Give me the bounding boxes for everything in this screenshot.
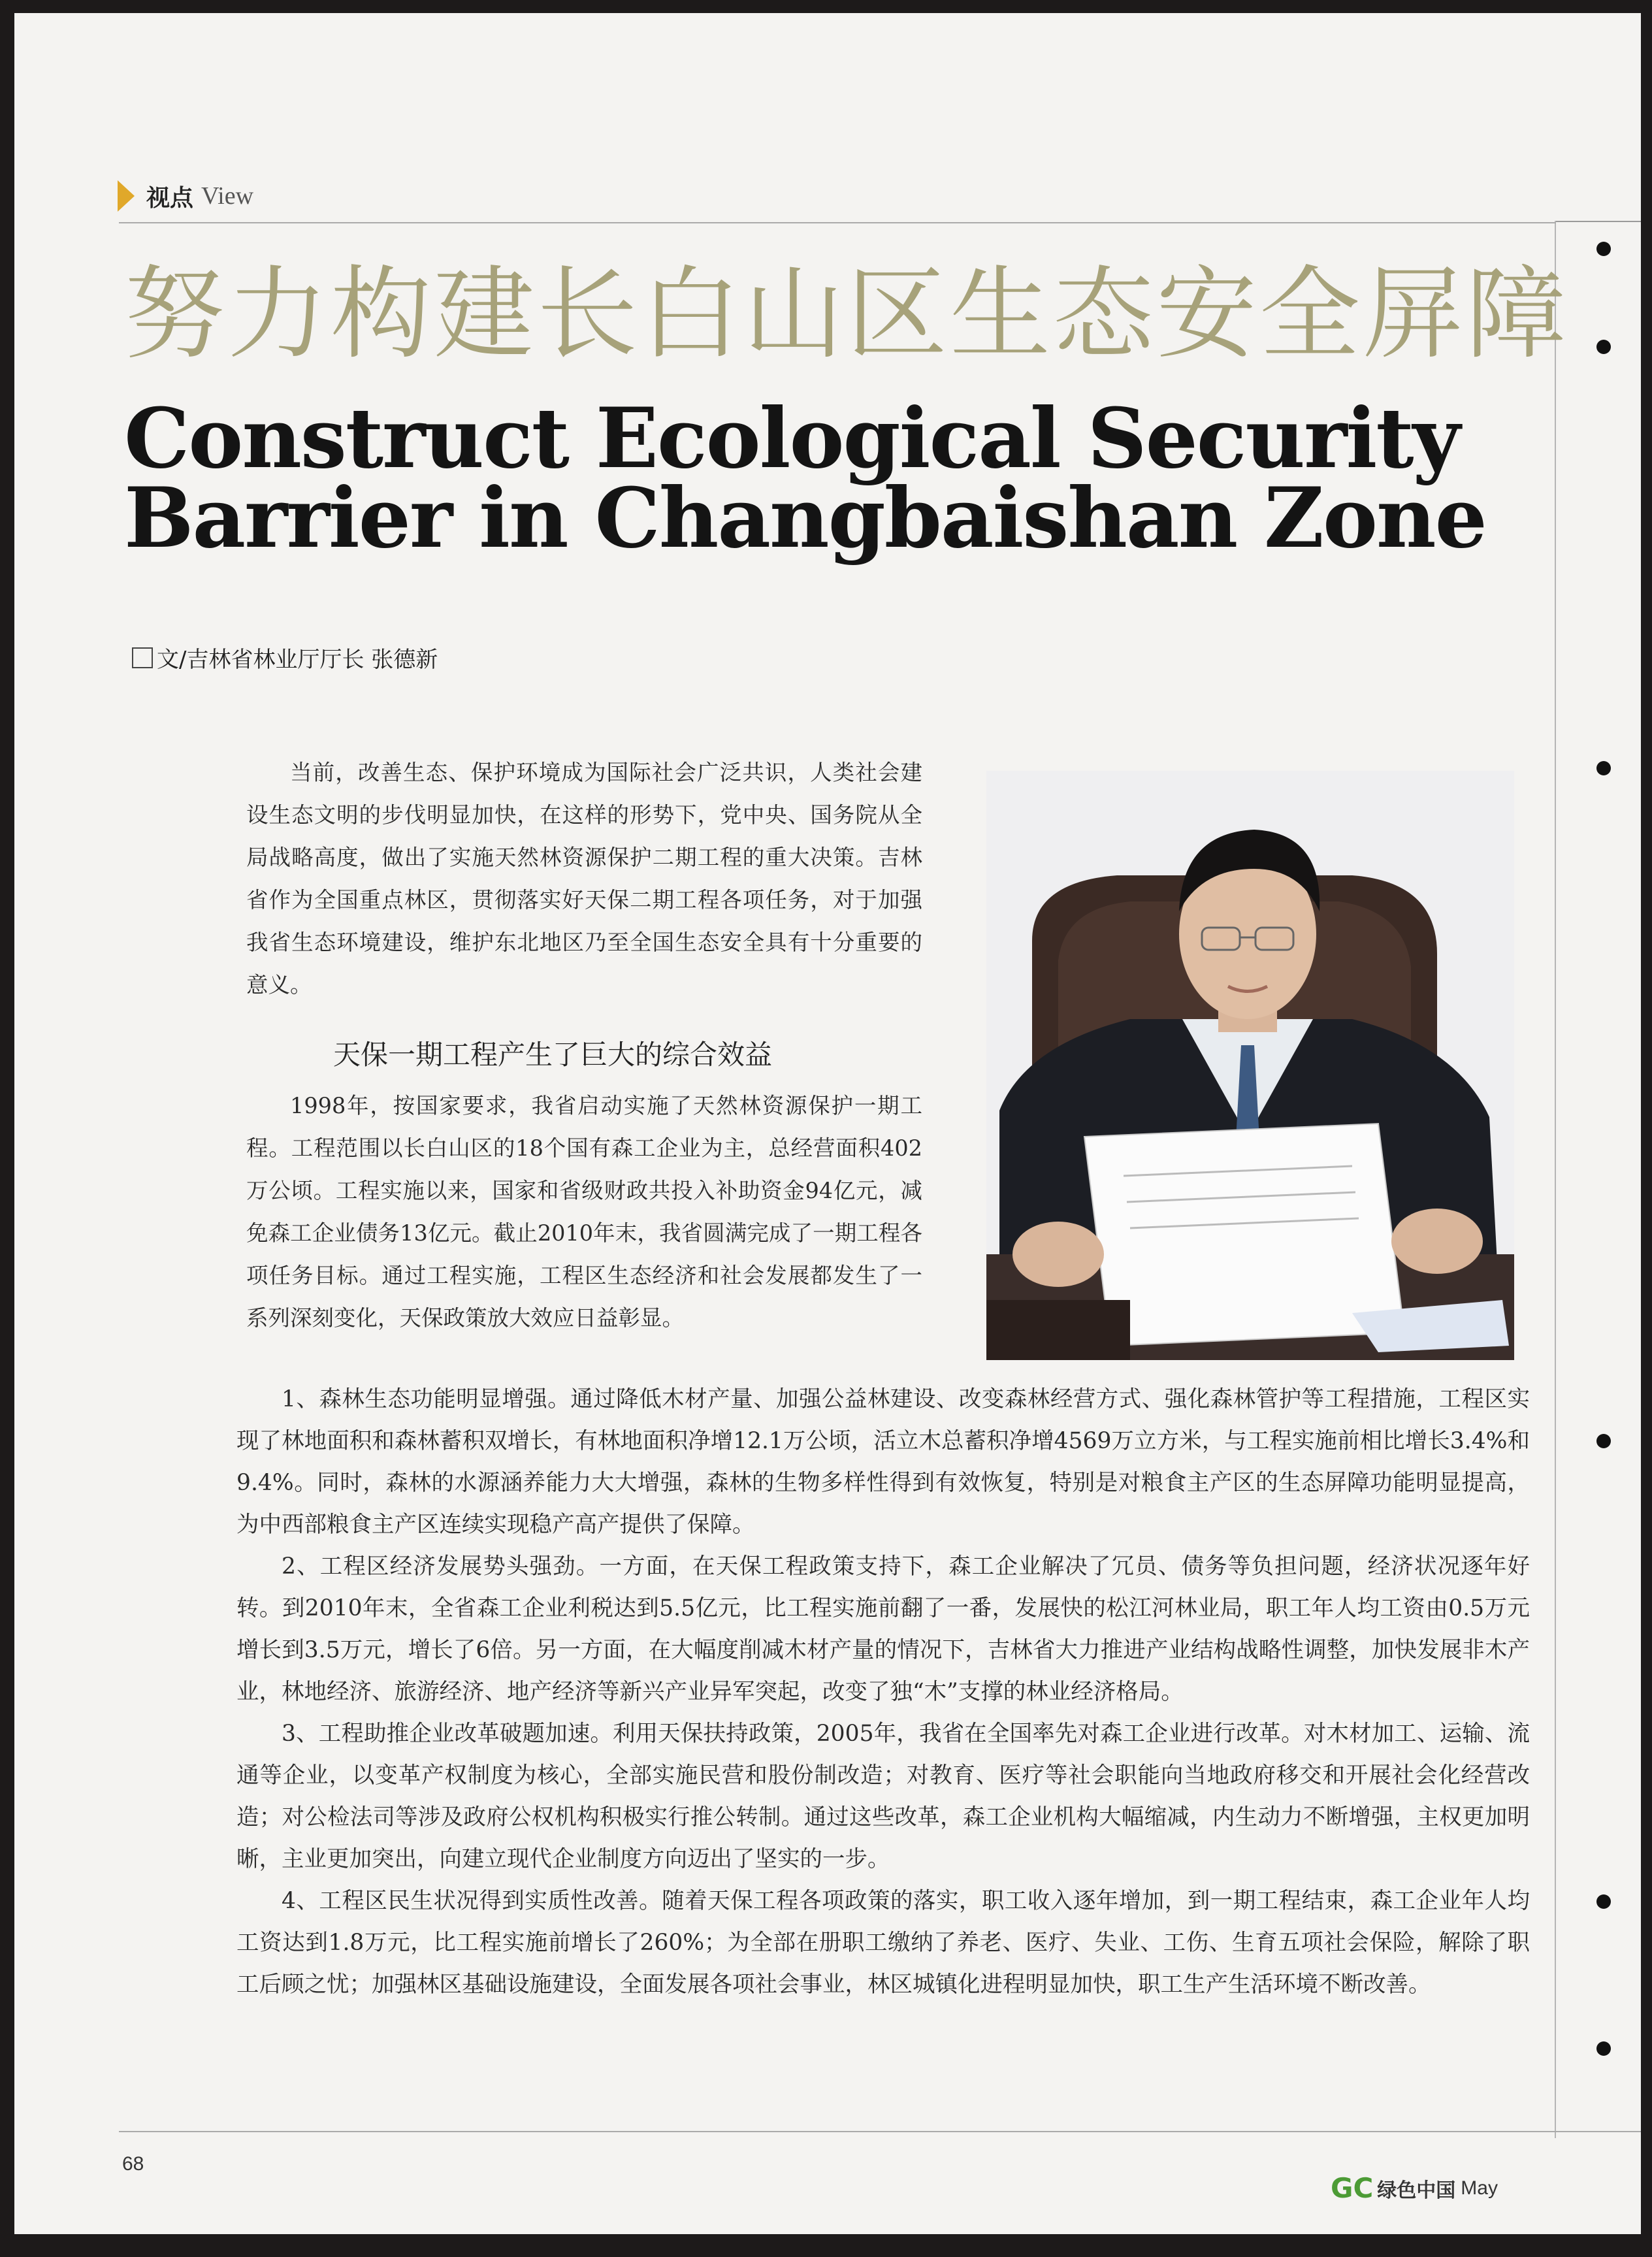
byline <box>132 641 438 674</box>
section-tag <box>118 180 253 212</box>
article-title-en-line2: Barrier in Changbaishan Zone <box>124 470 1486 566</box>
binder-hole <box>1596 1894 1611 1909</box>
list-item: 3、工程助推企业改革破题加速。利用天保扶持政策，2005年，我省在全国率先对森工企业进行改革。对木材加工、运输、流通等企业，以变革产权制度为核心，全部实施民营和股份制改造；对教育、医疗等社会职能向当地政府移交和开展社会化经营改造；对公检法司等涉及政府公权机构积极实行推公转制。通过这些改革，森工企业机构大幅缩减，内生动力不断增强，主权更加明晰，主业更加突出，向建立现代企业制度方向迈出了坚实的一步。 <box>236 1721 1530 1872</box>
footer-rule <box>119 2131 1641 2132</box>
section-label-cn: 视点 <box>146 184 194 212</box>
brand-name: 绿色中国 <box>1377 2179 1456 2202</box>
sidebar-rule <box>1555 221 1556 2138</box>
author-photo <box>986 771 1514 1360</box>
binder-hole <box>1596 242 1611 256</box>
section-label-en: View <box>201 182 254 210</box>
portrait-illustration <box>986 771 1514 1360</box>
gc-logo-icon: GC <box>1331 2172 1374 2204</box>
paragraph-1998 <box>246 1084 922 1339</box>
binder-hole <box>1596 340 1611 354</box>
header-rule <box>119 222 1556 223</box>
binder-hole <box>1596 2041 1611 2056</box>
page-number: 68 <box>122 2153 144 2175</box>
byline-text: 文/吉林省林业厅厅长 张德新 <box>157 647 438 673</box>
triangle-arrow-icon <box>118 180 135 212</box>
benefits-list <box>236 1378 1530 2005</box>
issue-month: May <box>1461 2177 1498 2199</box>
article-title-en <box>124 390 1486 566</box>
intro-text: 当前，改善生态、保护环境成为国际社会广泛共识，人类社会建设生态文明的步伐明显加快，在这样的形势下，党中央、国务院从全局战略高度，做出了实施天然林资源保护二期工程的重大决策。吉林省作为全国重点林区，贯彻落实好天保二期工程各项任务，对于加强我省生态环境建设，维护东北地区乃至全国生态安全具有十分重要的意义。 <box>246 760 922 998</box>
magazine-brand <box>1331 2172 1498 2204</box>
magazine-page <box>14 13 1641 2234</box>
sidebar-top-rule <box>1556 221 1641 222</box>
list-item: 2、工程区经济发展势头强劲。一方面，在天保工程政策支持下，森工企业解决了冗员、债务等负担问题，经济状况逐年好转。到2010年末，全省森工企业利税达到5.5亿元，比工程实施前翻了一番，发展快的松江河林业局，职工年人均工资由0.5万元增长到3.5万元，增长了6倍。另一方面，在大幅度削减木材产量的情况下，吉林省大力推进产业结构战略性调整，加快发展非木产业，林地经济、旅游经济、地产经济等新兴产业异军突起，改变了独“木”支撑的林业经济格局。 <box>236 1553 1530 1705</box>
paragraph-1998-text: 1998年，按国家要求，我省启动实施了天然林资源保护一期工程。工程范围以长白山区的18个国有森工企业为主，总经营面积402万公顷。工程实施以来，国家和省级财政共投入补助资金94亿元，减免森工企业债务13亿元。截止2010年末，我省圆满完成了一期工程各项任务目标。通过工程实施，工程区生态经济和社会发展都发生了一系列深刻变化，天保政策放大效应日益彰显。 <box>246 1093 922 1331</box>
intro-paragraph <box>246 751 922 1006</box>
list-item: 1、森林生态功能明显增强。通过降低木材产量、加强公益林建设、改变森林经营方式、强化森林管护等工程措施，工程区实现了林地面积和森林蓄积双增长，有林地面积净增12.1万公顷，活立木总蓄积净增4569万立方米，与工程实施前相比增长3.4%和9.4%。同时，森林的水源涵养能力大大增强，森林的生物多样性得到有效恢复，特别是对粮食主产区的生态屏障功能明显提高，为中西部粮食主产区连续实现稳产高产提供了保障。 <box>236 1386 1530 1538</box>
binder-hole <box>1596 1434 1611 1448</box>
article-title-en-line1: Construct Ecological Security <box>124 390 1459 487</box>
square-box-icon <box>132 647 153 668</box>
list-item: 4、工程区民生状况得到实质性改善。随着天保工程各项政策的落实，职工收入逐年增加，到一期工程结束，森工企业年人均工资达到1.8万元，比工程实施前增长了260%；为全部在册职工缴纳了养老、医疗、失业、工伤、生育五项社会保险，解除了职工后顾之忧；加强林区基础设施建设，全面发展各项社会事业，林区城镇化进程明显加快，职工生产生活环境不断改善。 <box>236 1888 1530 1998</box>
section-subheading: 天保一期工程产生了巨大的综合效益 <box>333 1039 773 1071</box>
binder-hole <box>1596 761 1611 775</box>
article-title-cn: 努力构建长白山区生态安全屏障 <box>124 256 1570 373</box>
